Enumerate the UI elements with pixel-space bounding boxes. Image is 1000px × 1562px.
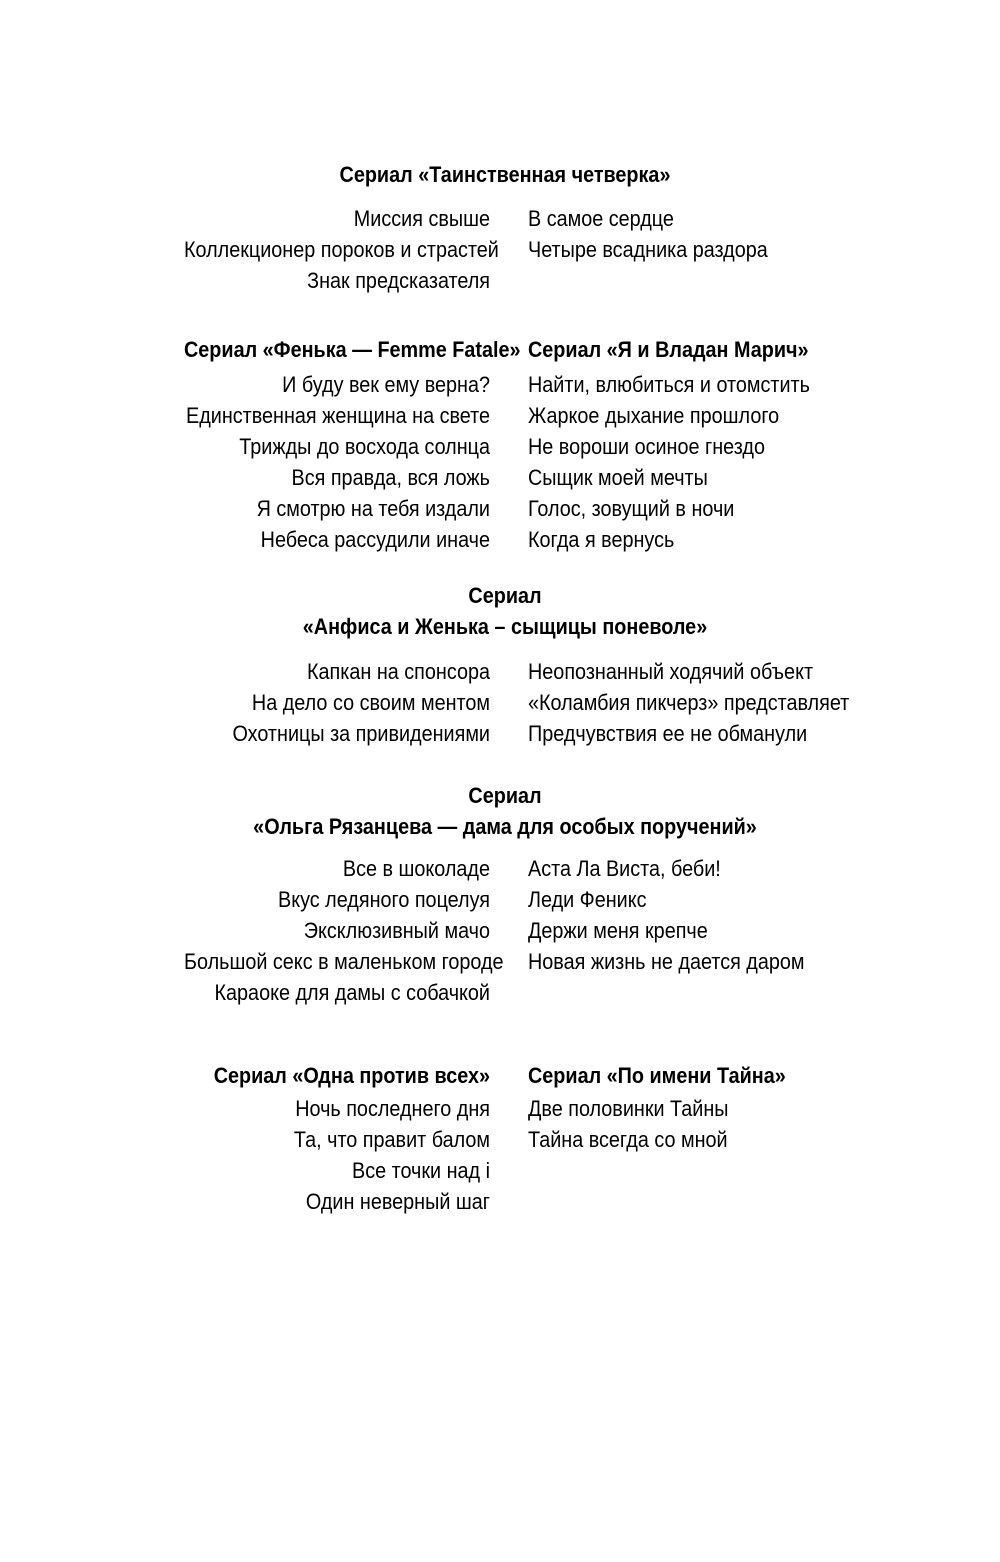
section-header-line: «Анфиса и Женька – сыщицы поневоле» (302, 614, 708, 639)
left-column (184, 656, 490, 749)
series-title-item: Голос, зовущий в ночи (528, 496, 735, 521)
right-column (528, 334, 827, 555)
left-column-header: Сериал «Фенька — Femme Fatale» (184, 337, 521, 362)
series-title-item: Знак предсказателя (307, 268, 490, 293)
left-column (184, 203, 499, 296)
series-title-item: Коллекционер пороков и страстей (184, 237, 499, 262)
series-title-item: Аста Ла Виста, беби! (528, 856, 721, 881)
series-title-item: Леди Феникс (528, 887, 647, 912)
series-section (150, 334, 860, 555)
section-header-line: Сериал (468, 783, 542, 808)
series-title-item: Вкус ледяного поцелуя (278, 887, 490, 912)
left-column (184, 853, 504, 1008)
series-section (150, 780, 860, 1008)
series-title-item: Эксклюзивный мачо (303, 918, 490, 943)
columns-row (150, 853, 860, 1008)
series-title-item: Трижды до восхода солнца (239, 434, 490, 459)
series-title-item: Держи меня крепче (528, 918, 708, 943)
series-title-item: Единственная женщина на свете (186, 403, 491, 428)
section-header (186, 580, 825, 642)
right-column (528, 1060, 827, 1217)
series-section (150, 1060, 860, 1217)
series-title-item: Две половинки Тайны (528, 1096, 729, 1121)
right-column (528, 656, 850, 749)
right-column (528, 853, 827, 1008)
series-section (150, 580, 860, 749)
series-title-item: Жаркое дыхание прошлого (528, 403, 780, 428)
series-title-item: Неопознанный ходячий объект (528, 659, 814, 684)
series-title-item: Капкан на спонсора (307, 659, 490, 684)
series-title-item: Небеса рассудили иначе (260, 527, 490, 552)
series-title-item: Четыре всадника раздора (528, 237, 768, 262)
right-column-header: Сериал «Я и Владан Марич» (528, 337, 809, 362)
series-title-item: «Коламбия пикчерз» представляет (528, 690, 850, 715)
columns-row (150, 203, 860, 296)
left-column (184, 334, 521, 555)
series-title-item: Миссия свыше (353, 206, 490, 231)
series-title-item: Караоке для дамы с собачкой (214, 980, 490, 1005)
section-header (186, 780, 825, 842)
right-column-header: Сериал «По имени Тайна» (528, 1063, 786, 1088)
series-title-item: Сыщик моей мечты (528, 465, 708, 490)
series-title-item: Найти, влюбиться и отомстить (528, 372, 810, 397)
columns-row (150, 334, 860, 555)
series-title-item: Все точки над i (352, 1158, 490, 1183)
series-title-item: Я смотрю на тебя издали (256, 496, 490, 521)
series-title-item: И буду век ему верна? (282, 372, 490, 397)
right-column (528, 203, 827, 296)
series-title-item: Тайна всегда со мной (528, 1127, 728, 1152)
series-title-item: Предчувствия ее не обманули (528, 721, 808, 746)
left-column (184, 1060, 490, 1217)
series-title-item: Один неверный шаг (305, 1189, 490, 1214)
columns-row (150, 656, 860, 749)
series-title-item: Вся правда, вся ложь (291, 465, 490, 490)
section-header-line: Сериал «Таинственная четверка» (339, 162, 671, 187)
section-header-line: Сериал (468, 583, 542, 608)
series-title-item: На дело со своим ментом (251, 690, 490, 715)
series-title-item: Новая жизнь не дается даром (528, 949, 805, 974)
series-title-item: В самое сердце (528, 206, 674, 231)
columns-row (150, 1060, 860, 1217)
series-section (150, 159, 860, 296)
series-title-item: Все в шоколаде (342, 856, 490, 881)
series-title-item: Охотницы за привидениями (232, 721, 490, 746)
section-header (186, 159, 825, 190)
series-title-item: Когда я вернусь (528, 527, 675, 552)
series-title-item: Ночь последнего дня (295, 1096, 490, 1121)
left-column-header: Сериал «Одна против всех» (213, 1063, 490, 1088)
section-header-line: «Ольга Рязанцева — дама для особых поручений» (253, 814, 757, 839)
series-title-item: Та, что правит балом (293, 1127, 490, 1152)
series-title-item: Большой секс в маленьком городе (184, 949, 504, 974)
series-index (150, 159, 860, 1217)
series-title-item: Не вороши осиное гнездо (528, 434, 765, 459)
